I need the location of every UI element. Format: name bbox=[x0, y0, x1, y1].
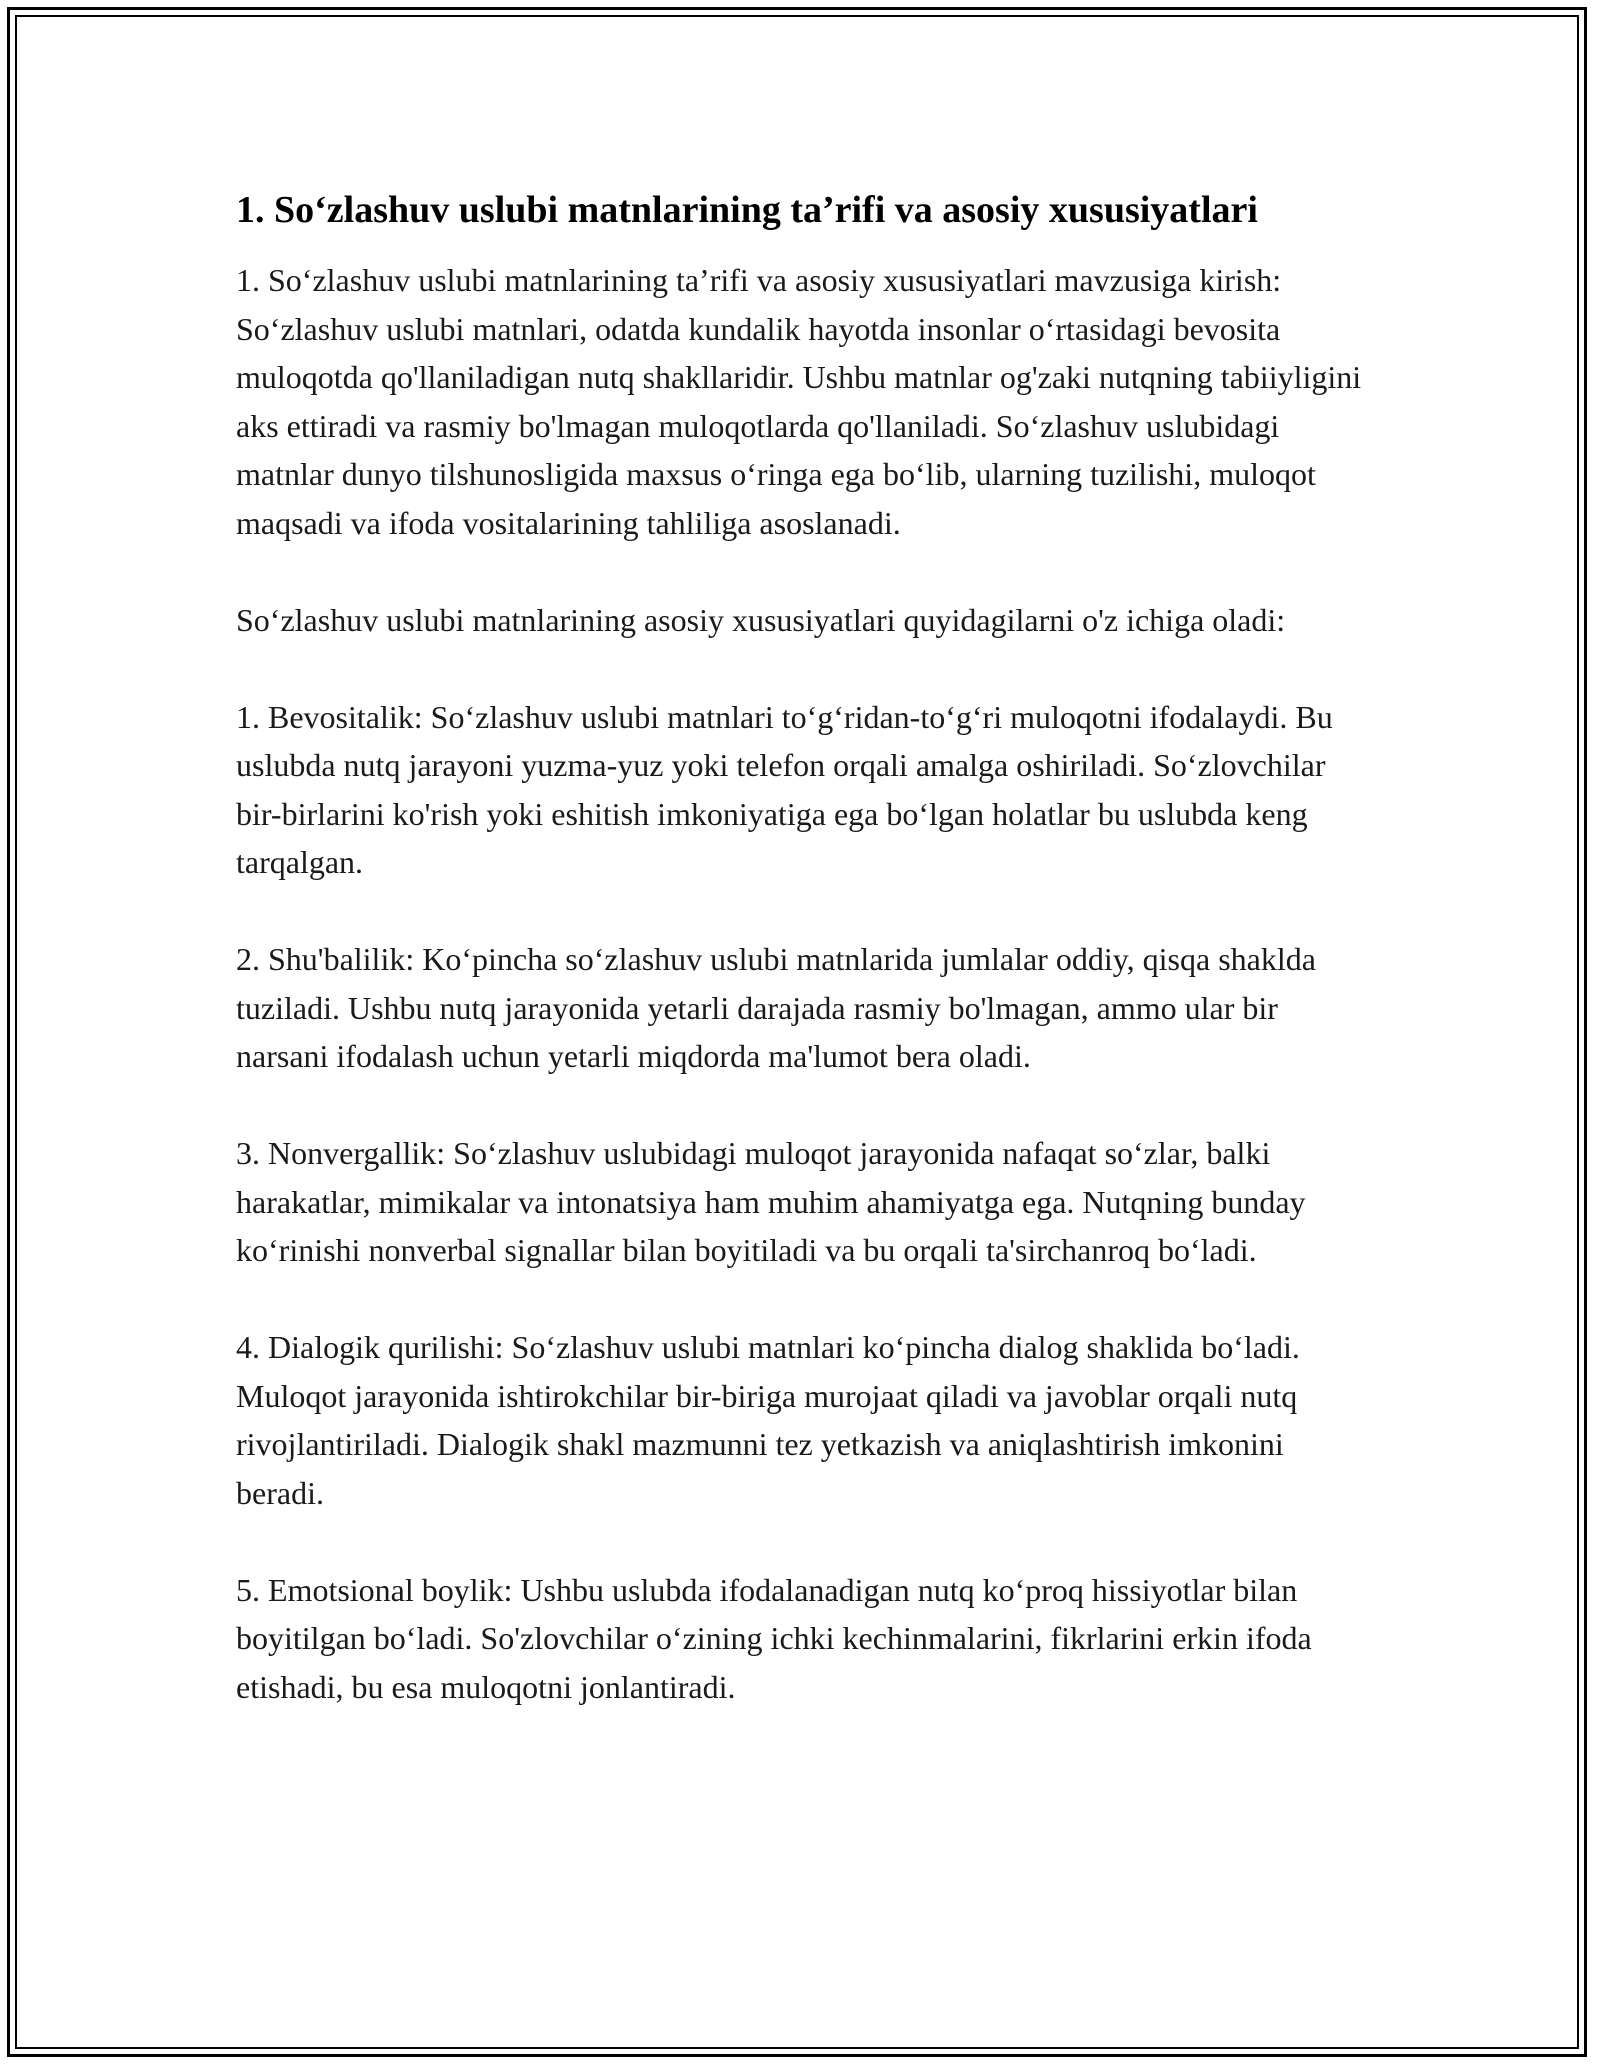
document-body bbox=[236, 186, 1376, 1711]
paragraph-introduction: 1. So‘zlashuv uslubi matnlarining ta’rifi va asosiy xususiyatlari mavzusiga kirish: So‘zlashuv uslubi matnlari, odatda kundalik hayotda insonlar o‘rtasidagi bevosita muloqotda qo'llaniladigan nutq shakllaridir. Ushbu matnlar og'zaki nutqning tabiiyligini aks ettiradi va rasmiy bo'lmagan muloqotlarda qo'llaniladi. So‘zlashuv uslubidagi matnlar dunyo tilshunosligida maxsus o‘ringa ega bo‘lib, ularning tuzilishi, muloqot maqsadi va ifoda vositalarining tahliliga asoslanadi. bbox=[236, 262, 1362, 541]
paragraph-item-emotsional: 5. Emotsional boylik: Ushbu uslubda ifodalanadigan nutq ko‘proq hissiyotlar bilan boyitilgan bo‘ladi. So'zlovchilar o‘zining ichki kechinmalarini, fikrlarini erkin ifoda etishadi, bu esa muloqotni jonlantiradi. bbox=[236, 1571, 1312, 1705]
document-title: 1. So‘zlashuv uslubi matnlarining ta’rifi va asosiy xususiyatlari bbox=[236, 189, 1258, 231]
paragraph-item-shubalilik: 2. Shu'balilik: Ko‘pincha so‘zlashuv uslubi matnlarida jumlalar oddiy, qisqa shaklda tuziladi. Ushbu nutq jarayonida yetarli darajada rasmiy bo'lmagan, ammo ular bir narsani ifodalash uchun yetarli miqdorda ma'lumot bera oladi. bbox=[236, 941, 1316, 1074]
paragraph-item-nonvergallik: 3. Nonvergallik: So‘zlashuv uslubidagi muloqot jarayonida nafaqat so‘zlar, balki harakatlar, mimikalar va intonatsiya ham muhim ahamiyatga ega. Nutqning bunday ko‘rinishi nonverbal signallar bilan boyitiladi va bu orqali ta'sirchanroq bo‘ladi. bbox=[236, 1135, 1306, 1268]
paragraph-item-bevositalik: 1. Bevositalik: So‘zlashuv uslubi matnlari to‘g‘ridan-to‘g‘ri muloqotni ifodalaydi. Bu uslubda nutq jarayoni yuzma-yuz yoki telefon orqali amalga oshiriladi. So‘zlovchilar bir-birlarini ko'rish yoki eshitish imkoniyatiga ega bo‘lgan holatlar bu uslubda keng tarqalgan. bbox=[236, 698, 1333, 880]
paragraph-features-lead: So‘zlashuv uslubi matnlarining asosiy xususiyatlari quyidagilarni o'z ichiga oladi: bbox=[236, 601, 1286, 638]
paragraph-item-dialogik: 4. Dialogik qurilishi: So‘zlashuv uslubi matnlari ko‘pincha dialog shaklida bo‘ladi. Muloqot jarayonida ishtirokchilar bir-biriga murojaat qiladi va javoblar orqali nutq rivojlantiriladi. Dialogik shakl mazmunni tez yetkazish va aniqlashtirish imkonini beradi. bbox=[236, 1329, 1300, 1511]
